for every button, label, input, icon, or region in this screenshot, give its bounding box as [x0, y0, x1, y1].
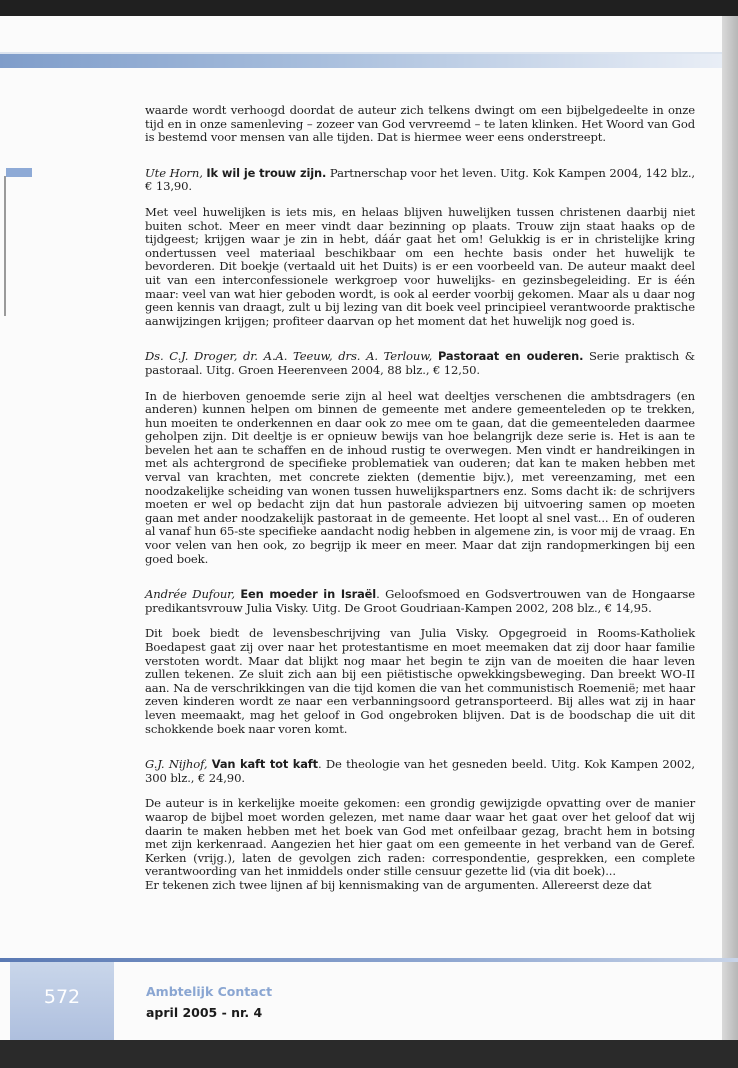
document-page [0, 16, 722, 1040]
review-body-2: In de hierboven genoemde serie zijn al heel wat deeltjes verschenen die ambtsdragers (en anderen) kunnen helpen om binnen de gemeente met andere gemeenteleden op te trekken, hun moeiten te onderkennen en daar ook zo mee om te gaan, dat die gemeenteleden daarmee geholpen zijn. Dit deeltje is er opnieuw bewijs van hoe belangrijk deze serie is. Het is aan te bevelen het aan te schaffen en de inhoud rustig te overwegen. Men vindt er handreikingen in met als achtergrond de specifieke problematiek van ouderen; dat kan te maken hebben met verval van krachten, met concrete ziekten (dementie bijv.), met vereenzaming, met een noodzakelijke scheiding van wonen tussen huwelijkspartners enz. Soms dacht ik: de schrijvers moeten er wel op bedacht zijn dat hun pastorale adviezen bij uitvoering samen op moeten gaan met ander noodzakelijk pastoraat in de gemeente. Het loopt al snel vast... En of ouderen al vanaf hun 65-ste specifieke aandacht nodig hebben in algemene zin, is voor mij de vraag. En voor velen van hen ook, zo begrijp ik meer en meer. Maar dat zijn randopmerkingen bij een goed boek. [145, 388, 695, 566]
review-title: Ik wil je trouw zijn. [206, 165, 327, 180]
review-author: G.J. Nijhof, [145, 757, 208, 772]
review-body-3: Dit boek biedt de levensbeschrijving van Julia Visky. Opgegroeid in Rooms-Katholiek Boedapest gaat zij over naar het protestantisme en moet meemaken dat zij door haar familie verstoten wordt. Maar dat blijkt nog maar het begin te zijn van de moeiten die haar leven zullen tekenen. Ze sluit zich aan bij een piëtistische opwekkingsbeweging. Dan breekt WO-II aan. Na de verschrikkingen van die tijd komen die van het communistisch Roemenië; met haar zeven kinderen wordt ze naar een verbanningsoord getransporteerd. Bij alles wat zij in haar leven meemaakt, mag het geloof in God ongebroken blijven. Dat is de boodschap die uit dit schokkende boek naar voren komt. [145, 626, 695, 736]
review-title: Een moeder in Israël [240, 587, 377, 602]
intro-paragraph: waarde wordt verhoogd doordat de auteur zich telkens dwingt om een bijbelgedeelte in onze tijd en in onze samenleving – zozeer van God vervreemd – te laten klinken. Het Woord van God is bestemd voor mensen van alle tijden. Dat is hiermee weer eens onderstreept. [145, 103, 695, 145]
page-edge [722, 16, 738, 1040]
journal-title: Ambtelijk Contact [146, 984, 273, 999]
review-details: . De theologie van het gesneden beeld. Uitg. Kok Kampen 2002, 300 blz., € 24,90. [145, 757, 695, 785]
side-line [4, 176, 6, 316]
bottom-shadow [0, 1040, 738, 1068]
review-ref-1 [145, 167, 695, 194]
review-body-4: De auteur is in kerkelijke moeite gekomen: een grondig gewijzigde opvatting over de manier waarop de bijbel moet worden gelezen, met name daar waar het gaat over het geloof dat wij daarin te maken hebben met het boek van God met onfeilbaar gezag, bracht hem in botsing met zijn kerkenraad. Aangezien het hier gaat om een gemeente in het verband van de Geref. Kerken (vrijg.), laten de gevolgen zich raden: correspondentie, gesprekken, een complete verantwoording van het inmiddels onder stille censuur gezette lid (via dit boek)... [145, 796, 695, 879]
review-details: Partnerschap voor het leven. Uitg. Kok Kampen 2004, 142 blz., € 13,90. [145, 165, 696, 194]
top-rule [0, 54, 722, 68]
review-title: Pastoraat en ouderen. [437, 349, 584, 364]
article-body [145, 104, 695, 893]
review-details: . Geloofsmoed en Godsvertrouwen van de Hongaarse predikantsvrouw Julia Visky. Uitg. De Groot Goudriaan-Kampen 2002, 208 blz., € 14,95. [145, 587, 695, 615]
review-author: Ds. C.J. Droger, dr. A.A. Teeuw, drs. A. Terlouw, [145, 349, 433, 364]
review-details: Serie praktisch & pastoraal. Uitg. Groen Heerenveen 2004, 88 blz., € 12,50. [145, 349, 695, 377]
page-number-box [10, 962, 114, 1040]
review-body-4-continued: Er tekenen zich twee lijnen af bij kennismaking van de argumenten. Allereerst deze dat [145, 877, 652, 892]
review-ref-2 [145, 350, 695, 377]
review-ref-4 [145, 758, 695, 785]
review-title: Van kaft tot kaft [211, 757, 318, 772]
review-author: Andrée Dufour, [145, 587, 235, 602]
page-number: 572 [43, 986, 81, 1008]
review-author: Ute Horn, [145, 165, 203, 180]
review-body-1: Met veel huwelijken is iets mis, en helaas blijven huwelijken tussen christenen daarbij niet buiten schot. Meer en meer vindt daar bezinning op plaats. Trouw zijn staat haaks op de tijdgeest; krijgen waar je zin in hebt, dáár gaat het om! Gelukkig is er in christelijke kring ondertussen veel materiaal beschikbaar om een hechte basis onder het huwelijk te bevorderen. Dit boekje (vertaald uit het Duits) is er een voorbeeld van. De auteur maakt deel uit van een interconfessionele werkgroep voor huwelijks- en gezinsbegeleiding. Er is één maar: veel van wat hier geboden wordt, is ook al eerder voorbij gekomen. Maar als u daar nog geen kennis van draagt, zult u bij lezing van dit boek veel principieel verantwoorde praktische aanwijzingen krijgen; profiteer daarvan op het moment dat het huwelijk nog goed is. [145, 204, 695, 328]
side-marker [6, 168, 32, 177]
issue-label: april 2005 - nr. 4 [146, 1005, 263, 1020]
review-ref-3 [145, 588, 695, 615]
